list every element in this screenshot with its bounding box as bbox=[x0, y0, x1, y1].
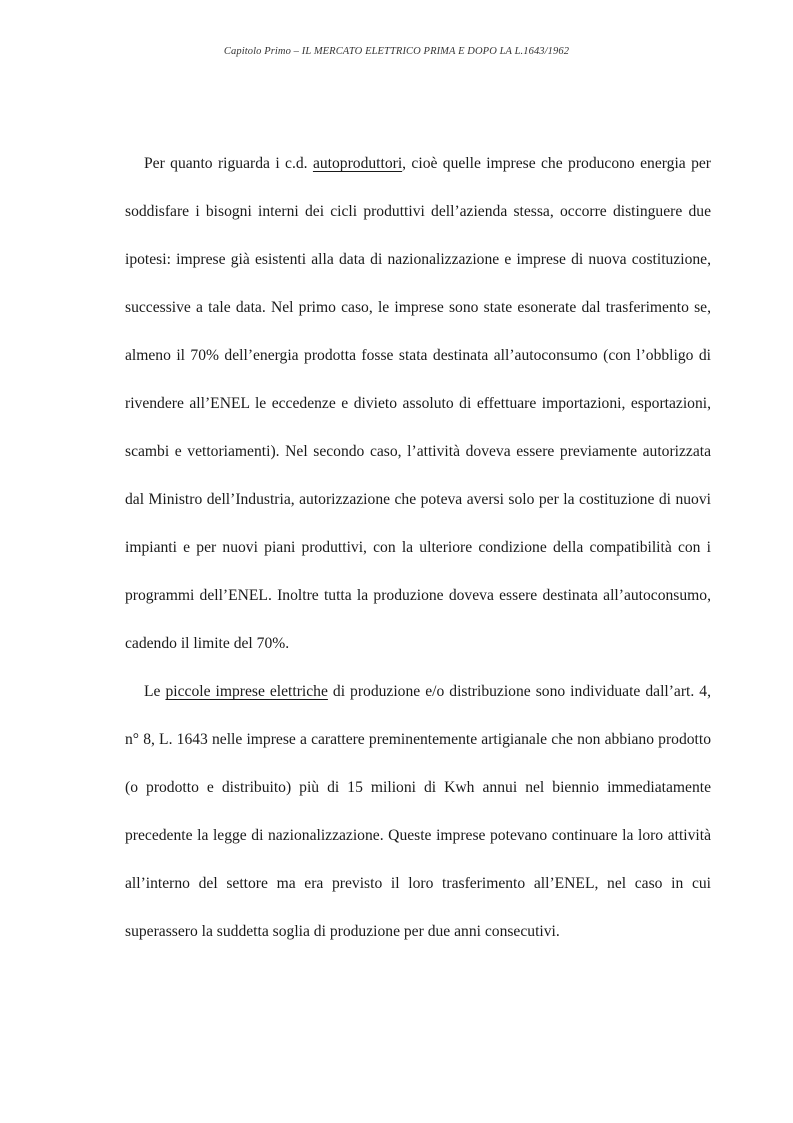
body-text bbox=[125, 140, 711, 956]
running-header: Capitolo Primo – IL MERCATO ELETTRICO PRIMA E DOPO LA L.1643/1962 bbox=[223, 46, 570, 57]
paragraph-2-body: di produzione e/o distribuzione sono individuate dall’art. 4, n° 8, L. 1643 nelle imprese a carattere preminentemente artigianale che non abbiano prodotto (o prodotto e distribuito) più di 15 milioni di Kwh annui nel biennio immediatamente precedente la legge di nazionalizzazione. Queste imprese potevano continuare la loro attività all’interno del settore ma era previsto il loro trasferimento all’ENEL, nel caso in cui superassero la suddetta soglia di produzione per due anni consecutivi. bbox=[125, 683, 711, 940]
paragraph-piccole-imprese bbox=[125, 668, 711, 956]
paragraph-2-lead: Le bbox=[144, 683, 166, 700]
paragraph-1-lead: Per quanto riguarda i c.d. bbox=[144, 155, 313, 172]
term-autoproduttori: autoproduttori bbox=[312, 155, 403, 172]
paragraph-autoproduttori bbox=[125, 140, 711, 668]
term-piccole-imprese-elettriche: piccole imprese elettriche bbox=[165, 683, 328, 700]
paragraph-1-body: , cioè quelle imprese che producono energia per soddisfare i bisogni interni dei cicli produttivi dell’azienda stessa, occorre distinguere due ipotesi: imprese già esistenti alla data di nazionalizzazione e imprese di nuova costituzione, successive a tale data. Nel primo caso, le imprese sono state esonerate dal trasferimento se, almeno il 70% dell’energia prodotta fosse stata destinata all’autoconsumo (con l’obbligo di rivendere all’ENEL le eccedenze e divieto assoluto di effettuare importazioni, esportazioni, scambi e vettoriamenti). Nel secondo caso, l’attività doveva essere previamente autorizzata dal Ministro dell’Industria, autorizzazione che poteva aversi solo per la costituzione di nuovi impianti e per nuovi piani produttivi, con la ulteriore condizione della compatibilità con i programmi dell’ENEL. Inoltre tutta la produzione doveva essere destinata all’autoconsumo, cadendo il limite del 70%. bbox=[125, 155, 711, 652]
